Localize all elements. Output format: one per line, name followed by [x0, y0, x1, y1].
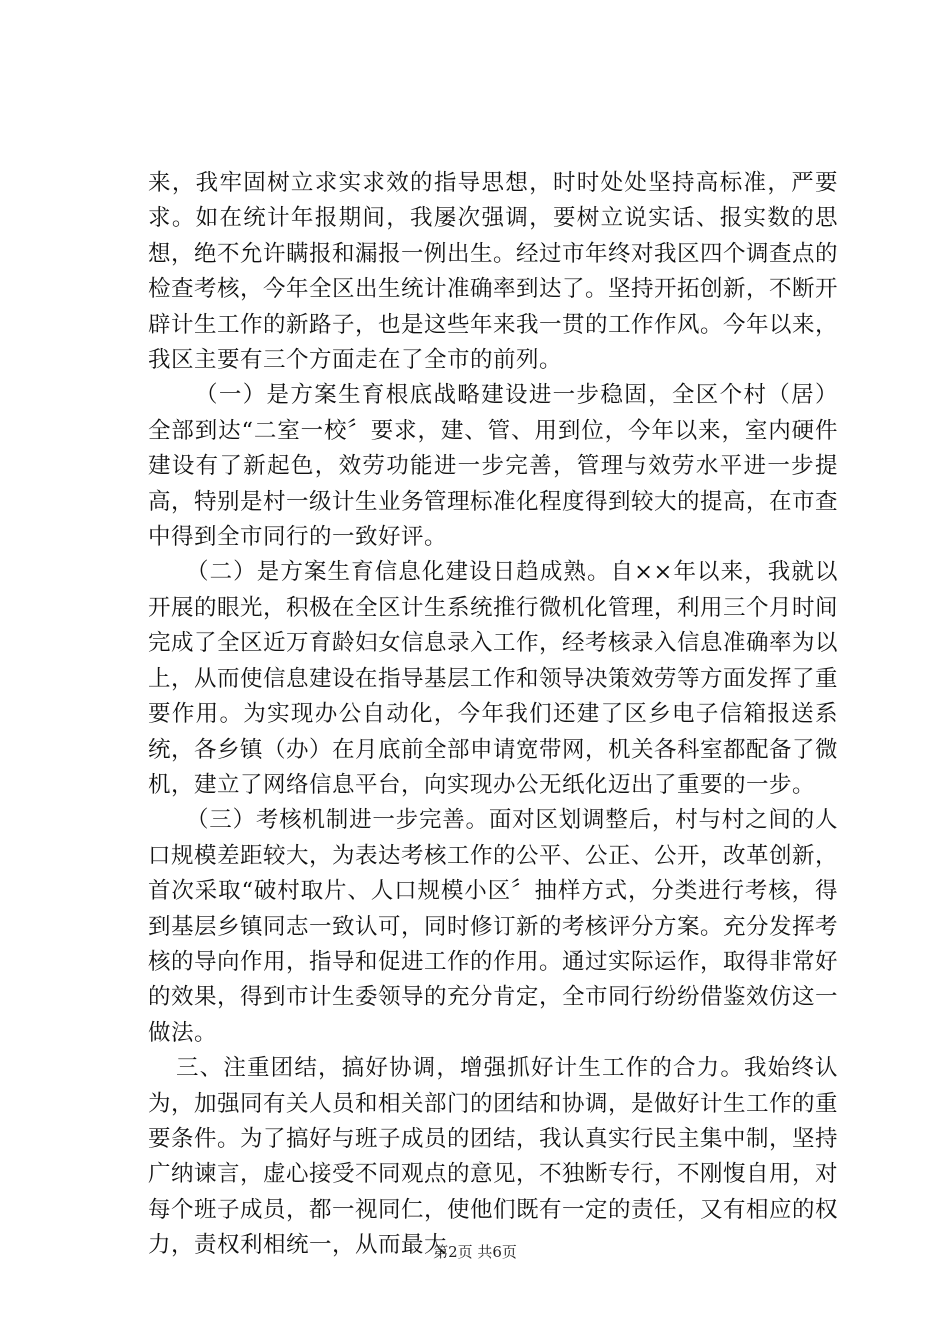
- paragraph-item-2: （二）是方案生育信息化建设日趋成熟。自××年以来，我就以开展的眼光，积极在全区计生系统推行微机化管理，利用三个月时间完成了全区近万育龄妇女信息录入工作，经考核录入信息准确率为以上，从而使信息建设在指导基层工作和领导决策效劳等方面发挥了重要作用。为实现办公自动化，今年我们还建了区乡电子信箱报送系统，各乡镇（办）在月底前全部申请宽带网，机关各科室都配备了微机，建立了网络信息平台，向实现办公无纸化迈出了重要的一步。: [148, 559, 839, 798]
- paragraph-section-3: 三、注重团结，搞好协调，增强抓好计生工作的合力。我始终认为，加强同有关人员和相关部门的团结和协调，是做好计生工作的重要条件。为了搞好与班子成员的团结，我认真实行民主集中制，坚持广纳谏言，虚心接受不同观点的意见，不独断专行，不刚愎自用，对每个班子成员，都一视同仁，使他们既有一定的责任，又有相应的权力，责权利相统一，从而最大: [148, 1055, 839, 1259]
- page-number-footer: 第2页 共6页: [433, 1243, 517, 1261]
- paragraph-continuation: 来，我牢固树立求实求效的指导思想，时时处处坚持高标准，严要求。如在统计年报期间，我屡次强调，要树立说实话、报实数的思想，绝不允许瞒报和漏报一例出生。经过市年终对我区四个调查点的检查考核，今年全区出生统计准确率到达了。坚持开拓创新，不断开辟计生工作的新路子，也是这些年来我一贯的工作作风。今年以来，我区主要有三个方面走在了全市的前列。: [148, 170, 839, 374]
- document-body: [148, 166, 838, 1264]
- paragraph-item-1: （一）是方案生育根底战略建设进一步稳固，全区个村（居）全部到达“二室一校〞要求，建、管、用到位，今年以来，室内硬件建设有了新起色，效劳功能进一步完善，管理与效劳水平进一步提高，特别是村一级计生业务管理标准化程度得到较大的提高，在市查中得到全市同行的一致好评。: [148, 382, 839, 551]
- paragraph-item-3: （三）考核机制进一步完善。面对区划调整后，村与村之间的人口规模差距较大，为表达考核工作的公平、公正、公开，改革创新，首次采取“破村取片、人口规模小区〞抽样方式，分类进行考核，得到基层乡镇同志一致认可，同时修订新的考核评分方案。充分发挥考核的导向作用，指导和促进工作的作用。通过实际运作，取得非常好的效果，得到市计生委领导的充分肯定，全市同行纷纷借鉴效仿这一做法。: [148, 807, 839, 1046]
